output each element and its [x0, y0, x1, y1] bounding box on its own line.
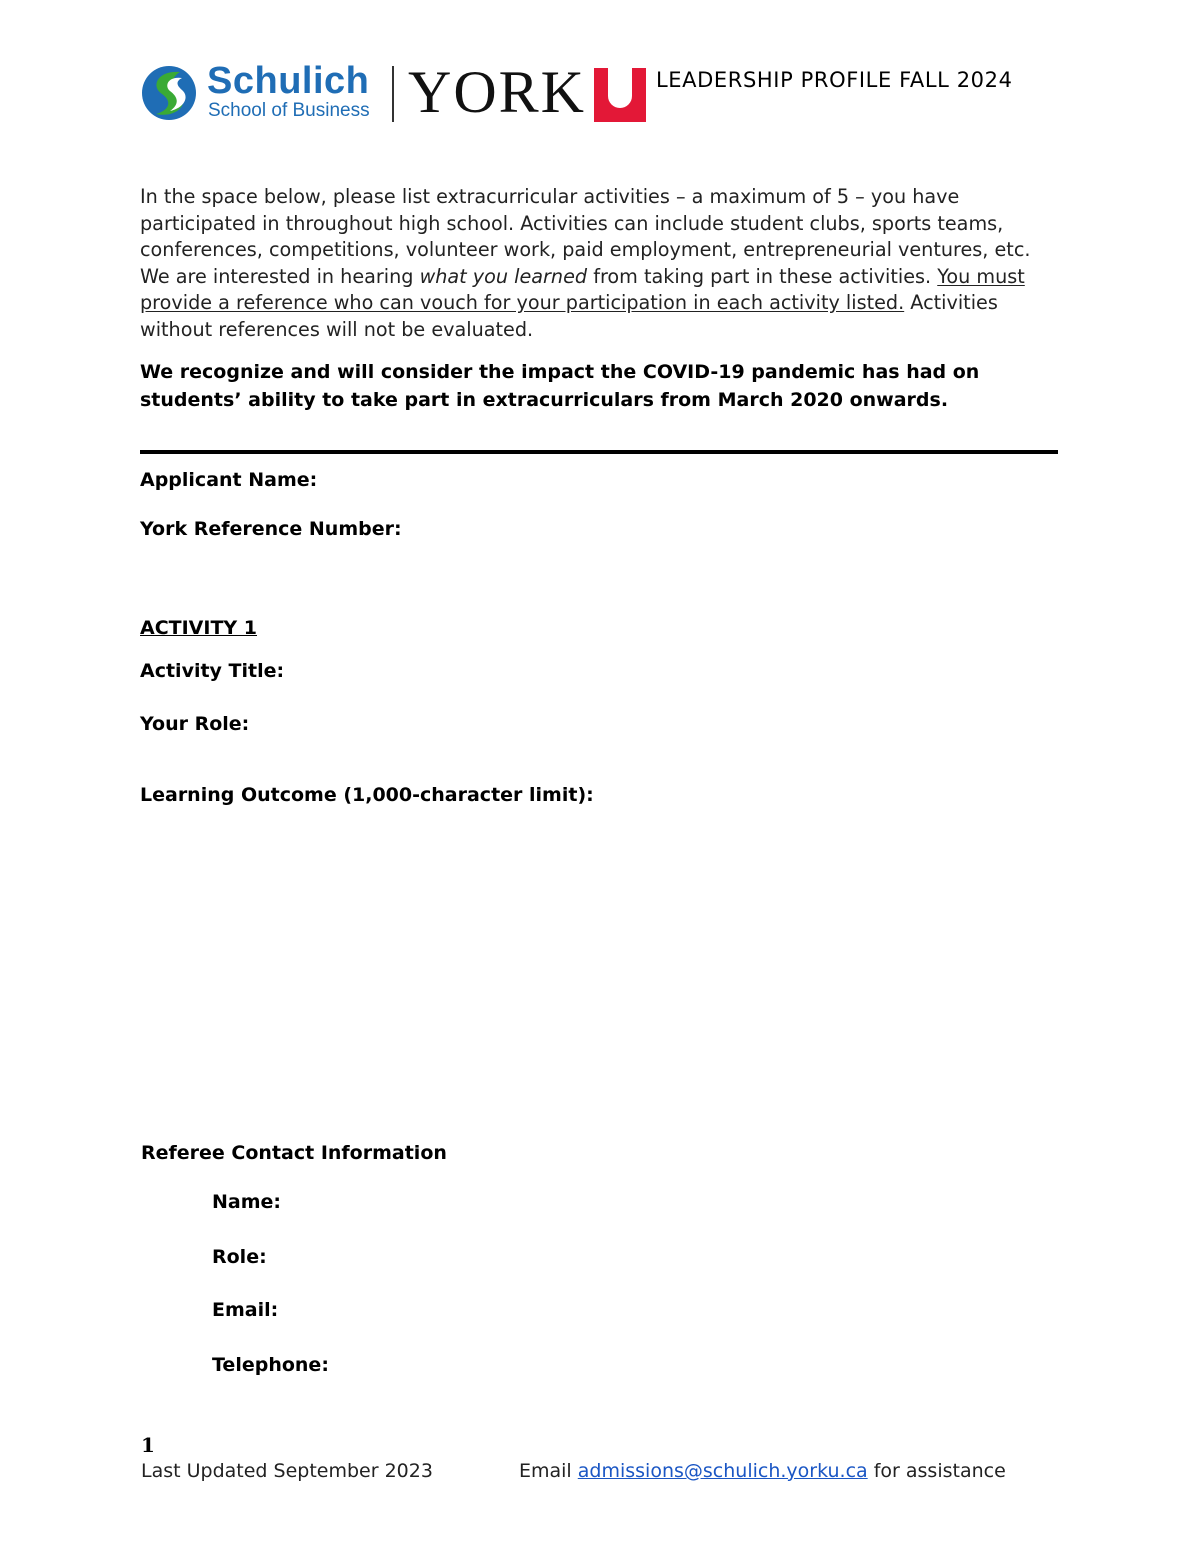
schulich-logo-text: Schulich — [207, 60, 370, 102]
referee-name-label: Name: — [212, 1191, 282, 1213]
york-reference-label: York Reference Number: — [140, 518, 402, 540]
intro-paragraph — [140, 184, 1065, 343]
section-divider — [140, 450, 1058, 454]
activity-heading: ACTIVITY 1 — [140, 617, 258, 639]
learning-outcome-label: Learning Outcome (1,000-character limit): — [140, 784, 594, 806]
intro-underline-2: provide a reference who can vouch for your participation in each activity listed. — [140, 291, 905, 314]
intro-underline-1: You must — [937, 264, 1025, 288]
referee-email-label: Email: — [212, 1299, 279, 1321]
referee-telephone-label: Telephone: — [212, 1354, 329, 1376]
york-u-logo-cutout — [608, 68, 632, 108]
page-number: 1 — [141, 1433, 155, 1457]
schulich-logo-subtitle: School of Business — [208, 100, 370, 121]
intro-emphasis: what you learned — [419, 264, 588, 288]
applicant-name-label: Applicant Name: — [140, 469, 318, 491]
your-role-label: Your Role: — [140, 713, 250, 735]
referee-heading: Referee Contact Information — [141, 1142, 447, 1164]
logo-divider — [392, 66, 394, 122]
assistance-prefix: Email — [519, 1460, 578, 1482]
intro-text-3: Activities without references will not be evaluated. — [140, 291, 998, 341]
referee-role-label: Role: — [212, 1246, 267, 1268]
assistance-line — [519, 1460, 1006, 1482]
assistance-suffix: for assistance — [867, 1460, 1006, 1482]
document-title: LEADERSHIP PROFILE FALL 2024 — [656, 68, 1013, 92]
schulich-logo-icon — [140, 64, 198, 122]
intro-text-1: In the space below, please list extracurricular activities – a maximum of 5 – you have participated in throughout high school. Activities can include student clubs, sports teams, conferences, competitions, volunteer work, paid employment, entrepreneurial ventures, etc. We are interested in hearing — [140, 185, 1031, 288]
intro-text-2: from taking part in these activities. — [587, 264, 938, 288]
york-logo-text: YORK — [408, 59, 587, 125]
last-updated-text: Last Updated September 2023 — [141, 1460, 433, 1482]
activity-title-label: Activity Title: — [140, 660, 285, 682]
covid-note: We recognize and will consider the impact the COVID-19 pandemic has had on students’ ability to take part in extracurriculars from March 2020 onwards. — [140, 361, 980, 411]
admissions-email-link[interactable]: admissions@schulich.yorku.ca — [577, 1460, 868, 1482]
